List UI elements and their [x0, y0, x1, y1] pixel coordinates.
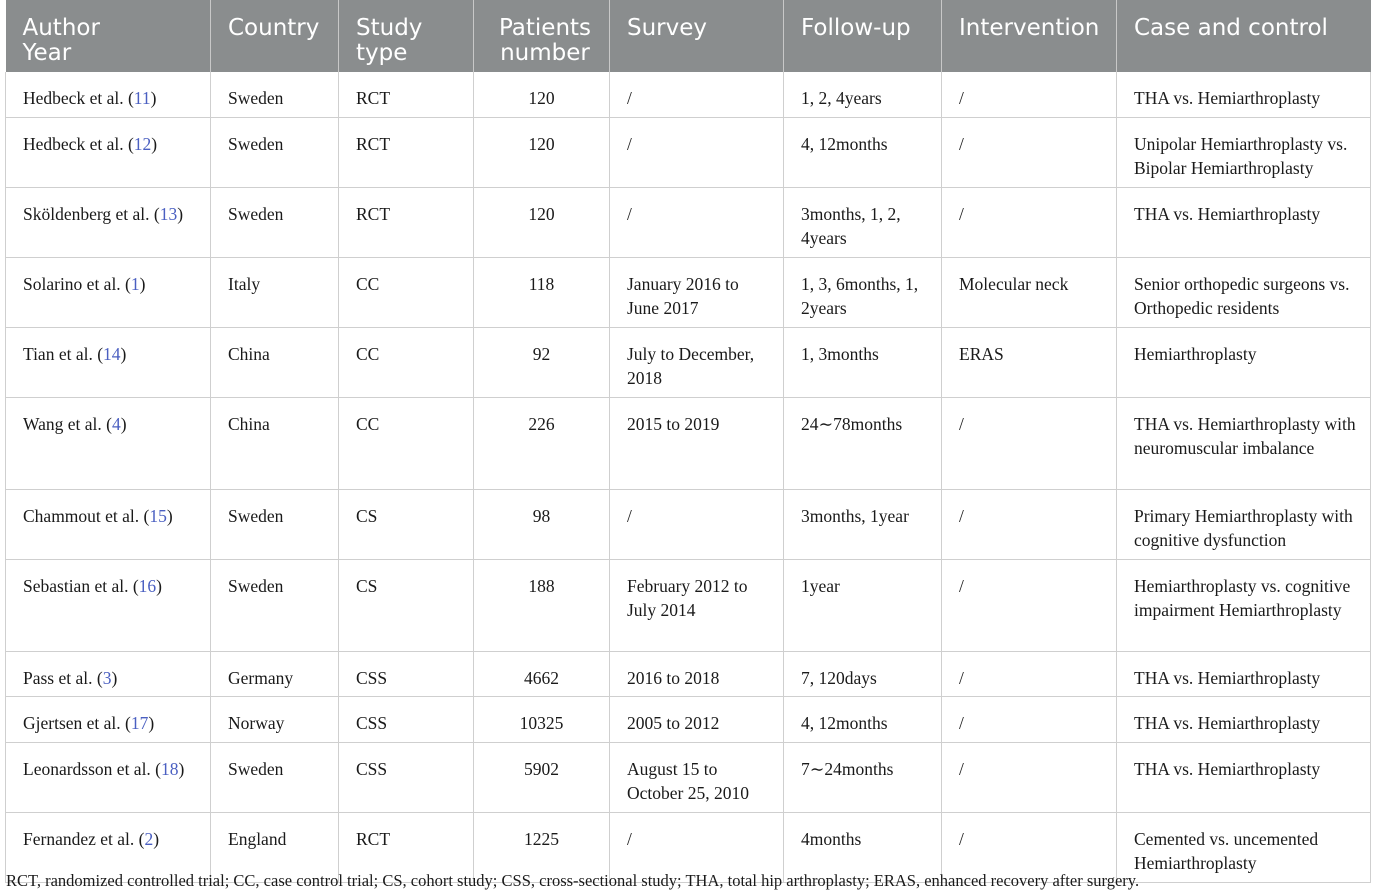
reference-link[interactable]: 13: [159, 203, 178, 224]
cell-author: Tian et al. (14): [6, 327, 211, 397]
cell-country: Sweden: [211, 72, 339, 117]
cell-patients-number: 120: [474, 117, 610, 187]
table-header-row: [6, 0, 1371, 72]
cell-intervention: /: [942, 117, 1117, 187]
cell-case-and-control: THA vs. Hemiarthroplasty: [1117, 187, 1371, 257]
cell-follow-up: 1, 2, 4years: [784, 72, 942, 117]
cell-study-type: RCT: [339, 812, 474, 882]
author-name: Chammout et al. (: [23, 505, 150, 526]
author-name: Tian et al. (: [23, 343, 104, 364]
cell-survey: /: [610, 72, 784, 117]
cell-author: Sköldenberg et al. (13): [6, 187, 211, 257]
cell-case-and-control: THA vs. Hemiarthroplasty: [1117, 697, 1371, 743]
cell-case-and-control: THA vs. Hemiarthroplasty with neuromuscular imbalance: [1117, 397, 1371, 489]
cell-study-type: CC: [339, 397, 474, 489]
cell-survey: July to December, 2018: [610, 327, 784, 397]
table-row: [6, 187, 1371, 257]
cell-patients-number: 10325: [474, 697, 610, 743]
cell-case-and-control: THA vs. Hemiarthroplasty: [1117, 72, 1371, 117]
reference-link[interactable]: 1: [130, 273, 140, 294]
cell-case-and-control: Senior orthopedic surgeons vs. Orthopedic residents: [1117, 257, 1371, 327]
cell-study-type: RCT: [339, 187, 474, 257]
author-name: Gjertsen et al. (: [23, 713, 131, 733]
cell-case-and-control: Cemented vs. uncemented Hemiarthroplasty: [1117, 812, 1371, 882]
author-name: Hedbeck et al. (: [23, 88, 134, 108]
author-name: Fernandez et al. (: [23, 828, 145, 849]
cell-study-type: CS: [339, 559, 474, 651]
table-row: [6, 489, 1371, 559]
cell-study-type: CS: [339, 489, 474, 559]
cell-survey: 2005 to 2012: [610, 697, 784, 743]
column-header-intervention: Intervention: [942, 0, 1117, 72]
reference-link[interactable]: 15: [149, 505, 167, 526]
cell-country: England: [211, 812, 339, 882]
cell-survey: /: [610, 489, 784, 559]
cell-country: Sweden: [211, 117, 339, 187]
cell-country: Germany: [211, 651, 339, 697]
cell-patients-number: 226: [474, 397, 610, 489]
cell-intervention: Molecular neck: [942, 257, 1117, 327]
table-row: [6, 742, 1371, 812]
cell-survey: 2015 to 2019: [610, 397, 784, 489]
column-header-follow-up: Follow-up: [784, 0, 942, 72]
cell-intervention: /: [942, 697, 1117, 743]
cell-survey: January 2016 to June 2017: [610, 257, 784, 327]
cell-intervention: /: [942, 651, 1117, 697]
cell-intervention: /: [942, 397, 1117, 489]
study-characteristics-table: [5, 0, 1371, 883]
cell-study-type: CSS: [339, 651, 474, 697]
cell-intervention: /: [942, 559, 1117, 651]
cell-intervention: /: [942, 187, 1117, 257]
author-name: Solarino et al. (: [23, 273, 131, 294]
cell-patients-number: 5902: [474, 742, 610, 812]
reference-link[interactable]: 3: [102, 667, 112, 688]
cell-follow-up: 1, 3, 6months, 1, 2years: [784, 257, 942, 327]
cell-author: Sebastian et al. (16): [6, 559, 211, 651]
cell-intervention: /: [942, 812, 1117, 882]
table-row: [6, 72, 1371, 117]
study-table-container: [5, 0, 1370, 883]
cell-patients-number: 120: [474, 72, 610, 117]
author-name: Sebastian et al. (: [23, 575, 139, 596]
cell-case-and-control: Primary Hemiarthroplasty with cognitive dysfunction: [1117, 489, 1371, 559]
cell-case-and-control: THA vs. Hemiarthroplasty: [1117, 742, 1371, 812]
cell-intervention: ERAS: [942, 327, 1117, 397]
cell-study-type: RCT: [339, 117, 474, 187]
cell-author: Hedbeck et al. (12): [6, 117, 211, 187]
cell-author: Solarino et al. (1): [6, 257, 211, 327]
cell-intervention: /: [942, 742, 1117, 812]
table-footnote: RCT, randomized controlled trial; CC, case control trial; CS, cohort study; CSS, cross-sectional study; THA, total hip arthroplasty; ERAS, enhanced recovery after surgery.: [6, 871, 1140, 890]
reference-link[interactable]: 14: [103, 343, 121, 364]
cell-follow-up: 7∼24months: [784, 742, 942, 812]
cell-patients-number: 120: [474, 187, 610, 257]
cell-follow-up: 3months, 1, 2, 4years: [784, 187, 942, 257]
table-row: [6, 257, 1371, 327]
cell-author: Chammout et al. (15): [6, 489, 211, 559]
cell-survey: February 2012 to July 2014: [610, 559, 784, 651]
column-header-case-and-control: Case and control: [1117, 0, 1371, 72]
cell-follow-up: 1year: [784, 559, 942, 651]
cell-study-type: RCT: [339, 72, 474, 117]
table-row: [6, 559, 1371, 651]
reference-link[interactable]: 11: [133, 88, 151, 108]
cell-survey: August 15 to October 25, 2010: [610, 742, 784, 812]
cell-study-type: CSS: [339, 742, 474, 812]
cell-survey: /: [610, 187, 784, 257]
cell-country: Sweden: [211, 187, 339, 257]
cell-author: Wang et al. (4): [6, 397, 211, 489]
cell-country: Italy: [211, 257, 339, 327]
cell-case-and-control: Unipolar Hemiarthroplasty vs. Bipolar Hemiarthroplasty: [1117, 117, 1371, 187]
cell-author: Hedbeck et al. (11): [6, 72, 211, 117]
reference-link[interactable]: 18: [161, 758, 179, 779]
table-row: [6, 397, 1371, 489]
cell-author: Fernandez et al. (2): [6, 812, 211, 882]
cell-follow-up: 4, 12months: [784, 117, 942, 187]
column-header-author-year: Author Year: [6, 0, 211, 72]
cell-study-type: CC: [339, 257, 474, 327]
cell-patients-number: 98: [474, 489, 610, 559]
cell-follow-up: 3months, 1year: [784, 489, 942, 559]
cell-intervention: /: [942, 489, 1117, 559]
cell-patients-number: 92: [474, 327, 610, 397]
cell-study-type: CSS: [339, 697, 474, 743]
author-name: Leonardsson et al. (: [23, 758, 162, 779]
column-header-country: Country: [211, 0, 339, 72]
cell-follow-up: 7, 120days: [784, 651, 942, 697]
cell-author: Leonardsson et al. (18): [6, 742, 211, 812]
cell-study-type: CC: [339, 327, 474, 397]
reference-link[interactable]: 16: [138, 575, 157, 596]
table-row: [6, 117, 1371, 187]
table-body: [6, 72, 1371, 882]
cell-follow-up: 4months: [784, 812, 942, 882]
column-header-patients-number: Patients number: [474, 0, 610, 72]
cell-patients-number: 1225: [474, 812, 610, 882]
column-header-study-type: Study type: [339, 0, 474, 72]
cell-follow-up: 1, 3months: [784, 327, 942, 397]
cell-patients-number: 118: [474, 257, 610, 327]
reference-link[interactable]: 12: [133, 133, 152, 154]
cell-country: Norway: [211, 697, 339, 743]
cell-survey: /: [610, 812, 784, 882]
cell-intervention: /: [942, 72, 1117, 117]
reference-link[interactable]: 2: [144, 828, 154, 849]
cell-patients-number: 4662: [474, 651, 610, 697]
cell-country: Sweden: [211, 489, 339, 559]
cell-author: Gjertsen et al. (17): [6, 697, 211, 743]
cell-country: Sweden: [211, 742, 339, 812]
cell-country: Sweden: [211, 559, 339, 651]
cell-case-and-control: Hemiarthroplasty: [1117, 327, 1371, 397]
cell-patients-number: 188: [474, 559, 610, 651]
table-row: [6, 327, 1371, 397]
cell-follow-up: 24∼78months: [784, 397, 942, 489]
cell-case-and-control: THA vs. Hemiarthroplasty: [1117, 651, 1371, 697]
table-row: [6, 697, 1371, 743]
author-name: Wang et al. (: [23, 413, 112, 434]
author-name: Sköldenberg et al. (: [23, 203, 160, 224]
cell-follow-up: 4, 12months: [784, 697, 942, 743]
column-header-survey: Survey: [610, 0, 784, 72]
cell-country: China: [211, 397, 339, 489]
reference-link[interactable]: 17: [130, 713, 149, 733]
author-name: Hedbeck et al. (: [23, 133, 134, 154]
cell-country: China: [211, 327, 339, 397]
cell-survey: 2016 to 2018: [610, 651, 784, 697]
author-name: Pass et al. (: [23, 667, 103, 688]
cell-author: Pass et al. (3): [6, 651, 211, 697]
reference-link[interactable]: 4: [111, 413, 121, 434]
table-row: [6, 651, 1371, 697]
cell-case-and-control: Hemiarthroplasty vs. cognitive impairment Hemiarthroplasty: [1117, 559, 1371, 651]
cell-survey: /: [610, 117, 784, 187]
